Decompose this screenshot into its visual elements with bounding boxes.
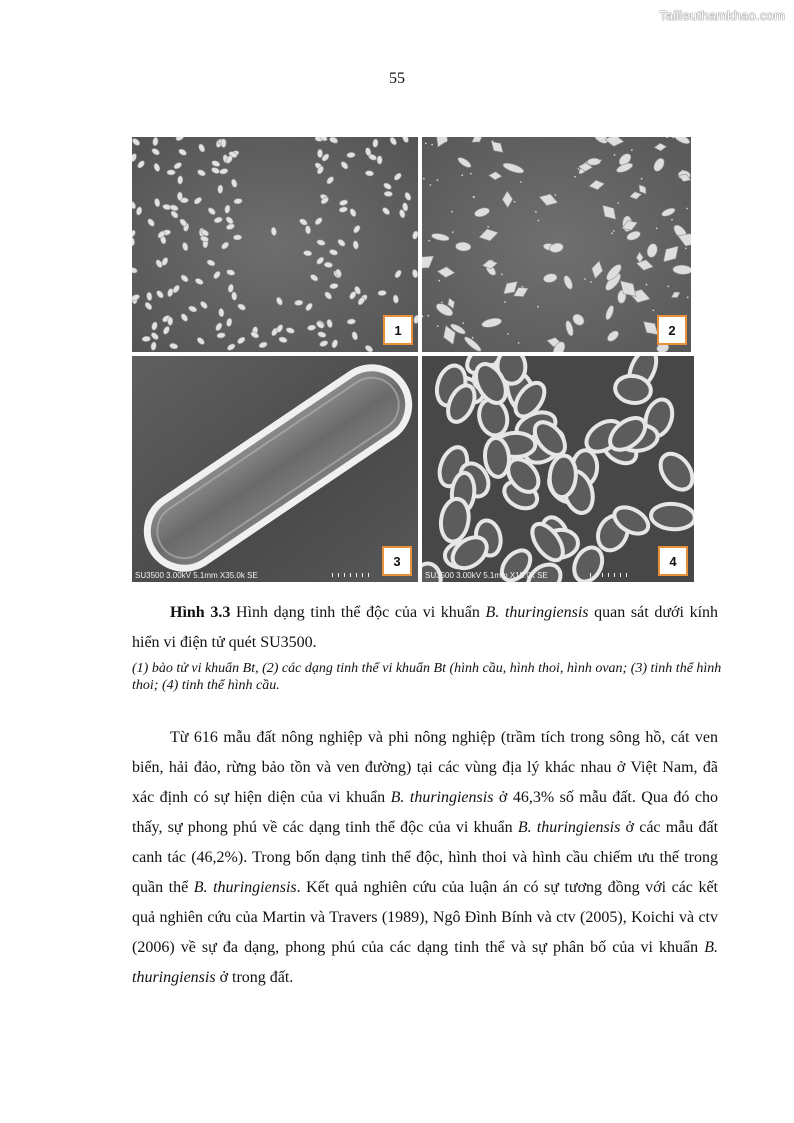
debris-dot: [577, 168, 579, 170]
debris-dot: [491, 260, 493, 262]
debris-dot: [425, 143, 427, 145]
debris-dot: [617, 202, 619, 204]
debris-dot: [652, 310, 654, 312]
debris-dot: [656, 227, 658, 229]
debris-dot: [641, 178, 643, 180]
debris-dot: [522, 286, 524, 288]
debris-dot: [613, 230, 615, 232]
caption-figure-number: Hình 3.3: [170, 604, 231, 621]
spore: [142, 336, 151, 342]
spore: [347, 152, 356, 158]
debris-dot: [600, 160, 602, 162]
panel-label-3: 3: [382, 546, 412, 576]
debris-dot: [538, 220, 540, 222]
sem-image-spores: [132, 137, 418, 352]
body-species-1: B. thuringiensis: [390, 789, 494, 806]
debris-dot: [553, 199, 555, 201]
debris-dot: [438, 280, 440, 282]
debris-dot: [487, 226, 489, 228]
spore: [221, 139, 226, 147]
debris-dot: [441, 302, 443, 304]
caption-text-1: Hình dạng tinh thể độc của vi khuẩn: [230, 604, 486, 621]
debris-dot: [555, 194, 557, 196]
debris-dot: [492, 140, 494, 142]
debris-dot: [682, 170, 684, 172]
debris-dot: [514, 201, 516, 203]
debris-dot: [452, 231, 454, 233]
debris-dot: [423, 178, 425, 180]
spore: [317, 149, 322, 157]
panel-label-1: 1: [383, 315, 413, 345]
debris-dot: [431, 144, 433, 146]
debris-dot: [518, 342, 520, 344]
body-text-4: . Kết quả nghiên cứu của luận án có sự tương đồng với các kết quả nghiên cứu của Martin và Travers (1989), Ngô Đình Bính và ctv (2005), Koichi và ctv (2006) về sự đa dạng, phong phú của các dạng tinh thể và sự phân bố của vi khuẩn: [132, 879, 718, 956]
debris-dot: [520, 181, 522, 183]
spore: [378, 290, 387, 296]
scale-bar-3: [332, 573, 372, 577]
debris-dot: [507, 333, 509, 335]
body-paragraph: [132, 723, 718, 993]
spore: [177, 176, 183, 185]
sem-panel-2: [422, 137, 691, 352]
spore: [177, 192, 182, 201]
spore: [347, 319, 356, 325]
caption-note: (1) bào tử vi khuẩn Bt, (2) các dạng tinh thể vi khuẩn Bt (hình cầu, hình thoi, hình ovan; (3) tinh thể hình thoi; (4) tinh thể hình cầu.: [132, 661, 722, 693]
spore: [167, 170, 175, 175]
debris-dot: [470, 173, 472, 175]
sem-info-4: SU3500 3.00kV 5.1mm X15.0k SE: [425, 571, 548, 580]
caption-species: B. thuringiensis: [485, 604, 589, 621]
body-species-3: B. thuringiensis: [193, 879, 297, 896]
debris-dot: [611, 232, 613, 234]
body-species-4: B. thuringiensis: [132, 939, 718, 986]
debris-dot: [451, 211, 453, 213]
debris-dot: [687, 297, 689, 299]
spore: [377, 156, 382, 164]
debris-dot: [537, 306, 539, 308]
sem-panel-4: [422, 356, 694, 582]
oval-crystal: [483, 437, 510, 478]
sem-panel-3: [132, 356, 418, 582]
debris-dot: [667, 286, 669, 288]
sem-image-rod-crystal: [132, 356, 418, 582]
watermark: Tailieuthamkhao.com: [659, 8, 785, 23]
debris-dot: [574, 176, 576, 178]
debris-dot: [437, 325, 439, 327]
debris-dot: [461, 174, 463, 176]
body-species-2: B. thuringiensis: [517, 819, 621, 836]
panel-label-2: 2: [657, 315, 687, 345]
body-text-2: ở 46,3% số mẫu đất. Qua đó cho thấy, sự phong phú về các dạng tinh thể độc của vi khuẩn: [132, 789, 718, 836]
figure-caption: [132, 598, 718, 658]
debris-dot: [614, 154, 616, 156]
spore: [217, 185, 223, 194]
oval-crystal: [650, 503, 694, 531]
spore: [384, 191, 393, 197]
caption-text-2: quan sát dưới kính hiển vi điện tử quét SU3500.: [132, 604, 719, 651]
body-text-1: Từ 616 mẫu đất nông nghiệp và phi nông nghiệp (trầm tích trong sông hồ, cát ven biển, hải đảo, rừng bảo tồn và ven đường) tại các vùng địa lý khác nhau ở Việt Nam, đã xác định có sự hiện diện của vi khuẩn: [132, 729, 718, 806]
debris-dot: [631, 149, 633, 151]
debris-dot: [646, 284, 648, 286]
debris-dot: [535, 211, 537, 213]
page-number: 55: [389, 70, 405, 87]
sem-image-spherical-crystals: [422, 356, 694, 582]
debris-dot: [445, 141, 447, 143]
oval-crystal: [548, 455, 578, 499]
debris-dot: [501, 273, 503, 275]
debris-dot: [462, 322, 464, 324]
debris-dot: [428, 240, 430, 242]
sem-figure: [132, 137, 694, 583]
debris-dot: [437, 179, 439, 181]
debris-dot: [473, 196, 475, 198]
debris-dot: [504, 301, 506, 303]
debris-dot: [671, 219, 673, 221]
debris-dot: [581, 165, 583, 167]
debris-dot: [472, 337, 474, 339]
spore: [231, 292, 237, 301]
panel-label-4: 4: [658, 546, 688, 576]
debris-dot: [584, 278, 586, 280]
sem-image-crystals: [422, 137, 691, 352]
scale-bar-4: [590, 573, 630, 577]
debris-dot: [427, 315, 429, 317]
debris-dot: [590, 281, 592, 283]
spore: [168, 317, 173, 325]
debris-dot: [430, 184, 432, 186]
spore: [294, 300, 303, 306]
sem-info-3: SU3500 3.00kV 5.1mm X35.0k SE: [135, 571, 258, 580]
debris-dot: [685, 248, 687, 250]
spore: [233, 235, 242, 240]
debris-dot: [686, 208, 688, 210]
body-text-5: ở trong đất.: [215, 969, 294, 986]
body-text-3: ở các mẫu đất canh tác (46,2%). Trong bốn dạng tinh thể độc, hình thoi và hình cầu chiếm ưu thế trong quần thể: [132, 819, 719, 896]
sem-panel-1: [132, 137, 418, 352]
